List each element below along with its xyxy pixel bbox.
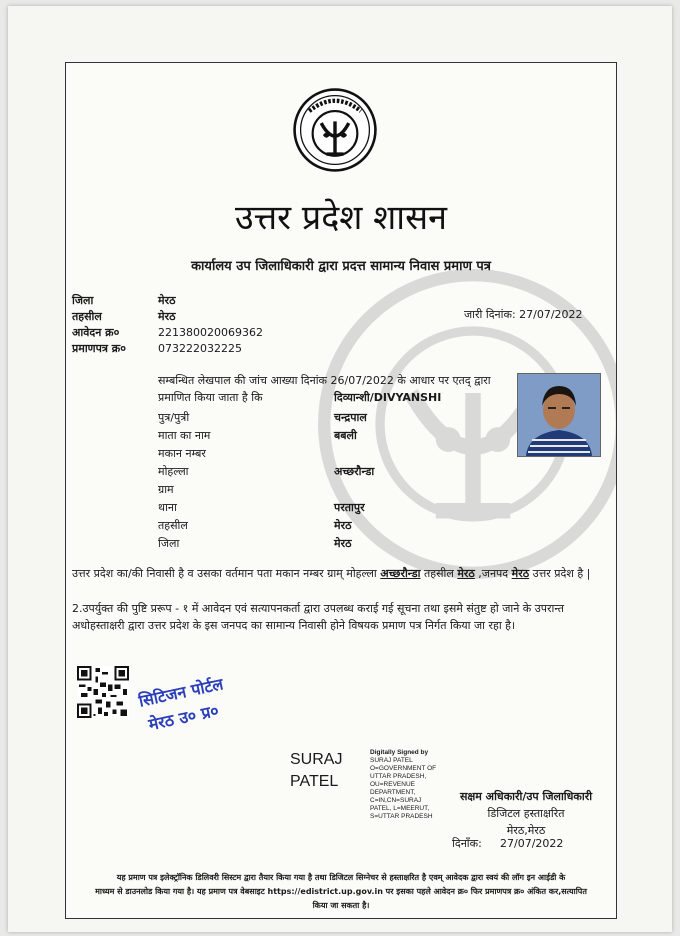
tehsil-value: मेरठ: [158, 310, 176, 323]
issue-date: जारी दिनांक: 27/07/2022: [464, 308, 583, 321]
field-label: मकान नम्बर: [158, 447, 206, 460]
field-value: चन्द्रपाल: [334, 411, 367, 424]
application-no-value: 221380020069362: [158, 326, 263, 339]
applicant-photo: [517, 373, 601, 457]
district-underlined: मेरठ: [511, 567, 530, 580]
certificate-no-value: 073222032225: [158, 342, 242, 355]
field-value: मेरठ: [334, 519, 352, 532]
field-label: थाना: [158, 501, 177, 514]
paragraph-text: ,जनपद: [478, 567, 509, 580]
residence-paragraph: [72, 565, 592, 582]
digital-signature-line: Digitally Signed by: [370, 749, 429, 756]
confirmation-paragraph: 2.उपर्युक्त की पुष्टि प्ररूप - १ में आवेदन एवं सत्यापनकर्ता द्वारा उपलब्ध कराई गई सूचना तथा इसमे संतुष्ट हो जाने के उपरान्त अधोहस्ताक्षरी द्वारा उत्तर प्रदेश के इस जनपद का सामान्य निवासी होने विषयक प्रमाण पत्र निर्गत किया जा रहा है।: [72, 602, 565, 632]
field-value: परतापुर: [334, 501, 365, 514]
field-value: बबली: [334, 429, 357, 442]
field-label: जिला: [158, 537, 180, 550]
footer-line: किया जा सकता है।: [312, 901, 370, 910]
officer-title: सक्षम अधिकारी/उप जिलाधिकारी: [459, 790, 593, 803]
qr-code[interactable]: [77, 666, 129, 718]
certificate-subtitle: कार्यालय उप जिलाधिकारी द्वारा प्रदत्त सामान्य निवास प्रमाण पत्र: [191, 259, 491, 274]
scanned-sheet: [8, 6, 672, 932]
digital-signature-line: S=UTTAR PRADESH: [370, 813, 433, 820]
field-value: मेरठ: [334, 537, 352, 550]
paragraph-text: उत्तर प्रदेश है |: [532, 567, 591, 580]
digital-signature-line: DEPARTMENT,: [370, 789, 416, 796]
field-label: ग्राम: [158, 483, 174, 496]
district-value: मेरठ: [158, 294, 176, 307]
digital-signature-line: PATEL, L=MEERUT,: [370, 805, 430, 812]
page-title: उत्तर प्रदेश शासन: [235, 198, 447, 238]
field-label: माता का नाम: [158, 429, 211, 442]
signer-name: [290, 749, 342, 793]
footer-line: माध्यम से डाउनलोड किया गया है। यह प्रमाण पत्र वेबसाइट https://edistrict.up.gov.in पर इसका पहले आवेदन क्र० फिर प्रमाणपत्र क्र० अंकित कर,सत्यापित: [95, 887, 587, 896]
signature-date-value: 27/07/2022: [500, 837, 564, 850]
meerut-stamp: मेरठ उ० प्र०: [146, 700, 221, 735]
certified-label: प्रमाणित किया जाता है कि: [158, 391, 263, 404]
paragraph-text: उत्तर प्रदेश का/की निवासी है व उसका वर्तमान पता मकान नम्बर ग्राम् मोहल्ला: [72, 567, 377, 580]
tehsil-label: तहसील: [72, 310, 102, 323]
field-label: पुत्र/पुत्री: [158, 411, 190, 424]
digital-signature-line: O=GOVERNMENT OF: [370, 765, 437, 772]
footer-note: [74, 871, 608, 913]
mohalla-underlined: अच्छरौन्डा: [380, 567, 421, 580]
signer-line: SURAJ: [290, 751, 343, 768]
certificate-no-label: प्रमाणपत्र क्र०: [72, 342, 126, 355]
digital-signature-line: OU=REVENUE: [370, 781, 415, 788]
paragraph-text: तहसील: [423, 567, 454, 580]
up-government-emblem-icon: [292, 87, 378, 173]
intro-line: सम्बन्धित लेखपाल की जांच आख्या दिनांक 26/07/2022 के आधार पर एतद् द्वारा: [158, 374, 491, 387]
citizen-portal-stamp: सिटिजन पोर्टल: [137, 674, 225, 711]
digital-signature-line: UTTAR PRADESH,: [370, 773, 427, 780]
digital-signature-line: C=IN,CN=SURAJ: [370, 797, 422, 804]
application-no-label: आवेदन क्र०: [72, 326, 120, 339]
district-label: जिला: [72, 294, 94, 307]
officer-subtitle: डिजिटल हस्ताक्षरित: [487, 807, 565, 820]
footer-line: यह प्रमाण पत्र इलेक्ट्रॉनिक डिलिवरी सिस्टम द्वारा तैयार किया गया है तथा डिजिटल सिग्नेचर से हस्ताक्षरित है एवम् आवेदक द्वारा स्वयं की लॉग इन आईडी के: [116, 873, 566, 882]
field-label: मोहल्ला: [158, 465, 189, 478]
digital-signature-line: SURAJ PATEL: [370, 757, 413, 764]
field-label: तहसील: [158, 519, 188, 532]
certificate-page: [65, 62, 617, 919]
signature-date-label: दिनाँक:: [452, 837, 482, 850]
signer-line: PATEL: [290, 773, 339, 790]
field-value: अच्छरौन्डा: [334, 465, 375, 478]
tehsil-underlined: मेरठ: [457, 567, 475, 580]
name-value: दिव्यान्शी/DIVYANSHI: [334, 391, 442, 404]
officer-place: मेरठ,मेरठ: [506, 824, 546, 837]
